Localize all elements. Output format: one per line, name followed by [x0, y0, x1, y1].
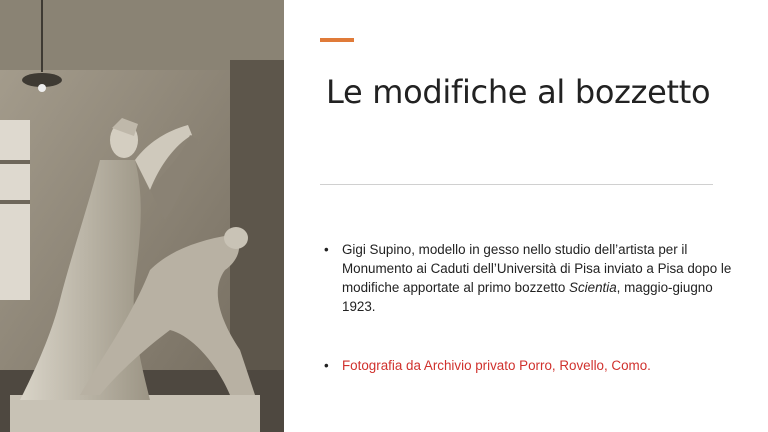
title-accent-bar: [320, 38, 354, 42]
description-text: Gigi Supino, modello in gesso nello studio dell’artista per il Monumento ai Caduti dell’Università di Pisa inviato a Pisa dopo le modifiche apportate al primo bozzetto: [342, 242, 732, 295]
slide-title: Le modifiche al bozzetto: [326, 73, 711, 111]
sculpture-photo: [0, 0, 284, 432]
bullet-item-credit: [320, 356, 740, 375]
description-italic: Scientia: [569, 280, 617, 295]
description-date: , maggio-giugno 1923.: [342, 280, 713, 314]
bullet-list: [320, 240, 740, 375]
credit-text: Fotografia da Archivio privato Porro, Rovello, Como.: [342, 358, 651, 373]
bullet-glyph: •: [324, 358, 329, 373]
bullet-item-description: [320, 240, 740, 316]
title-divider: [320, 184, 713, 185]
bullet-glyph: •: [324, 242, 329, 257]
